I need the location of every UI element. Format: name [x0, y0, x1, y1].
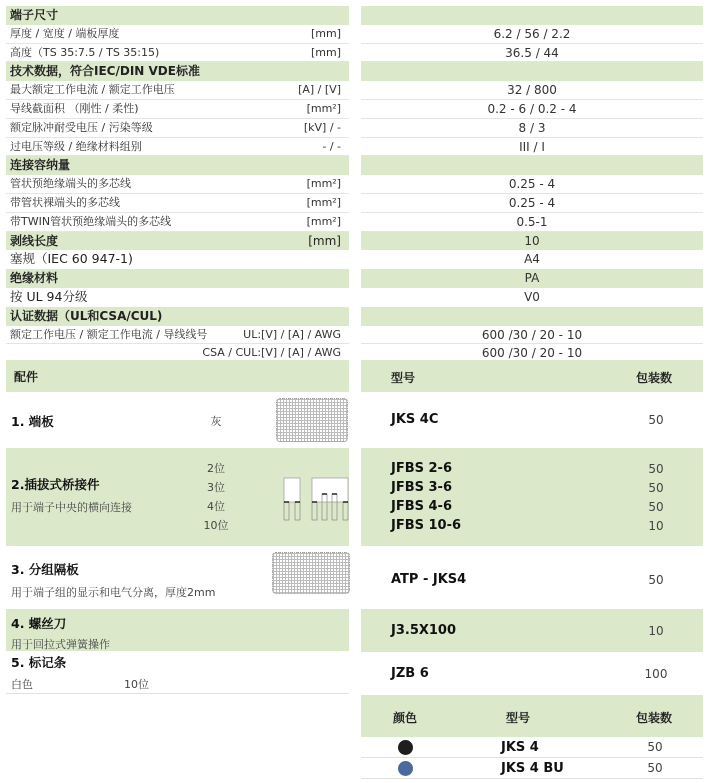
- spec-value-row: [361, 6, 703, 25]
- accessory-desc: 用于端子中央的横向连接: [11, 501, 132, 514]
- spec-label: 带TWIN管状预绝缘端头的多芯线: [10, 214, 172, 228]
- spec-value-row: [361, 213, 703, 232]
- spec-label-row: [6, 194, 349, 213]
- model-number: JFBS 4-6: [391, 499, 453, 514]
- spec-label-row: [6, 175, 349, 194]
- spec-section-header: [6, 232, 349, 251]
- spec-label-row: [6, 250, 349, 269]
- spec-unit: CSA / CUL:[V] / [A] / AWG: [202, 346, 341, 360]
- spec-label-row: [6, 288, 349, 307]
- color-row: [361, 737, 703, 758]
- spec-unit: UL:[V] / [A] / AWG: [243, 327, 341, 341]
- spec-value: 6.2 / 56 / 2.2: [493, 26, 571, 41]
- accessory-title: 4. 螺丝刀: [11, 616, 67, 631]
- model-number: JFBS 2-6: [391, 461, 453, 476]
- model-header-label: 型号: [391, 371, 416, 385]
- bridge-positions: 2位: [207, 462, 225, 475]
- spec-label: 端子尺寸: [10, 8, 59, 22]
- model-number: JFBS 10-6: [391, 518, 462, 533]
- pack-qty: 50: [647, 761, 663, 775]
- spec-label: 按 UL 94分级: [10, 288, 88, 304]
- spec-section-header: [6, 156, 349, 175]
- pack-qty: 10: [648, 519, 664, 533]
- spec-unit: [mm]: [310, 26, 341, 40]
- model-number: ATP - JKS4: [391, 572, 467, 587]
- spec-unit: [mm]: [308, 233, 341, 248]
- spec-value: 0.5-1: [516, 214, 548, 229]
- pack-qty: 50: [648, 413, 664, 427]
- spec-unit: [mm²]: [306, 101, 341, 115]
- spec-section-header: [6, 62, 349, 81]
- accessories-model-header: [361, 360, 703, 392]
- accessories-header: [6, 360, 349, 392]
- model-number: JKS 4C: [391, 412, 439, 427]
- accessory-color: 灰: [210, 415, 222, 428]
- accessory-end-plate: [6, 392, 349, 448]
- spec-value-row: [361, 62, 703, 81]
- color-row: [361, 758, 703, 779]
- spec-value-row: [361, 100, 703, 119]
- accessory-desc: 用于回拉式弹簧操作: [11, 638, 110, 651]
- spec-value-row: [361, 269, 703, 288]
- spec-label-row: [6, 213, 349, 232]
- pack-qty: 50: [648, 500, 664, 514]
- pack-qty: 10: [648, 624, 664, 638]
- accessory-title: 2.插拔式桥接件: [11, 477, 100, 492]
- pack-qty: 50: [648, 462, 664, 476]
- spec-value: 8 / 3: [518, 120, 546, 135]
- spec-value-row: [361, 232, 703, 251]
- pack-qty: 50: [648, 481, 664, 495]
- accessory-marker-strip: [6, 651, 349, 694]
- spec-label-row: [6, 100, 349, 119]
- spec-value-row: [361, 25, 703, 44]
- spec-label: 剥线长度: [10, 233, 59, 248]
- spec-unit: - / -: [322, 139, 341, 153]
- spec-section-header: [6, 6, 349, 25]
- spec-value-row: [361, 288, 703, 307]
- spec-value-row: [361, 326, 703, 345]
- spec-value: 36.5 / 44: [505, 45, 559, 60]
- bridge-positions: 10位: [203, 519, 229, 532]
- spec-value: 32 / 800: [507, 83, 557, 98]
- accessory-title: 1. 端板: [11, 414, 54, 429]
- spec-value-row: [361, 175, 703, 194]
- spec-label: 额定工作电压 / 额定工作电流 / 导线线号: [10, 327, 208, 341]
- spec-label-row: [6, 119, 349, 138]
- spec-label: 过电压等级 / 绝缘材料组别: [10, 139, 142, 153]
- model-number: JZB 6: [391, 666, 429, 681]
- model-header-label: 型号: [506, 711, 531, 725]
- end-plate-icon: [276, 398, 348, 442]
- spec-label: 厚度 / 宽度 / 端板厚度: [10, 26, 120, 40]
- qty-header-label: 包装数: [636, 711, 673, 725]
- spec-label: 额定脉冲耐受电压 / 污染等级: [10, 120, 153, 134]
- spec-unit: [A] / [V]: [298, 83, 341, 97]
- spec-value-row: [361, 194, 703, 213]
- spec-label: 连接容纳量: [10, 158, 71, 173]
- spec-value-row: [361, 81, 703, 100]
- bridge-positions: 3位: [207, 481, 225, 494]
- partition-plate-icon: [272, 552, 350, 594]
- model-row: [361, 546, 703, 609]
- marker-positions: 10位: [124, 678, 149, 691]
- spec-value-row: [361, 250, 703, 269]
- color-header-label: 颜色: [393, 711, 418, 725]
- spec-value: III / I: [519, 139, 545, 154]
- model-row: [361, 448, 703, 546]
- spec-value: 0.25 - 4: [508, 195, 556, 210]
- spec-value: 10: [524, 233, 540, 248]
- spec-label: 带管状裸端头的多芯线: [10, 195, 120, 209]
- spec-value: 600 /30 / 20 - 10: [481, 346, 583, 361]
- spec-unit: [mm²]: [306, 177, 341, 191]
- spec-value-row: [361, 156, 703, 175]
- spec-label-row: [6, 326, 349, 345]
- bridge-positions: 4位: [207, 500, 225, 513]
- spec-label: 高度（TS 35:7.5 / TS 35:15): [10, 45, 160, 59]
- spec-unit: [kV] / -: [303, 120, 341, 134]
- spec-value: PA: [524, 271, 540, 286]
- spec-label: 绝缘材料: [10, 271, 59, 286]
- spec-unit: [mm²]: [306, 195, 341, 209]
- spec-label-row: [6, 81, 349, 100]
- accessory-partition-plate: [6, 546, 349, 609]
- spec-value: 0.25 - 4: [508, 177, 556, 192]
- spec-label: 塞规（IEC 60 947-1): [10, 251, 133, 267]
- spec-label: 管状预绝缘端头的多芯线: [10, 177, 131, 191]
- spec-label-row: [6, 25, 349, 44]
- model-row: [361, 392, 703, 448]
- spec-label-row: [6, 44, 349, 63]
- spec-unit: [mm]: [310, 45, 341, 59]
- spec-value: 0.2 - 6 / 0.2 - 4: [487, 101, 577, 116]
- spec-value: 600 /30 / 20 - 10: [481, 327, 583, 342]
- qty-header-label: 包装数: [636, 371, 673, 385]
- model-number: JFBS 3-6: [391, 480, 453, 495]
- spec-value: A4: [524, 252, 540, 267]
- spec-label: 技术数据，符合IEC/DIN VDE标准: [10, 64, 200, 79]
- accessory-screwdriver: [6, 609, 349, 651]
- model-row: [361, 609, 703, 652]
- pack-qty: 50: [648, 573, 664, 587]
- spec-label: 最大额定工作电流 / 额定工作电压: [10, 83, 175, 97]
- accessories-header-label: 配件: [14, 370, 39, 384]
- spec-value-row: [361, 119, 703, 138]
- color-swatch-black: [398, 740, 413, 755]
- spec-section-header: [6, 269, 349, 288]
- spec-label-row: [6, 138, 349, 157]
- spec-value: V0: [524, 289, 540, 304]
- spec-label: 认证数据（UL和CSA/CUL): [10, 308, 163, 323]
- spec-labels-column: [6, 6, 349, 363]
- spec-label: 导线截面积 （刚性 / 柔性): [10, 101, 139, 115]
- color-swatch-blue: [398, 761, 413, 776]
- model-row: [361, 652, 703, 695]
- model-number: JKS 4: [501, 740, 539, 755]
- accessory-title: 3. 分组隔板: [11, 562, 79, 577]
- accessory-desc: 用于端子组的显示和电气分离，厚度2mm: [11, 586, 216, 599]
- plug-in-bridge-icon: [282, 476, 352, 524]
- pack-qty: 50: [647, 740, 663, 754]
- spec-unit: [mm²]: [306, 214, 341, 228]
- color-table-header: [361, 695, 703, 737]
- spec-value-row: [361, 307, 703, 326]
- accessory-plug-in-bridge: [6, 448, 349, 546]
- model-number: J3.5X100: [391, 623, 457, 638]
- spec-values-column: [361, 6, 703, 363]
- model-number: JKS 4 BU: [501, 761, 564, 776]
- spec-value-row: [361, 138, 703, 157]
- accessory-title: 5. 标记条: [11, 655, 67, 670]
- spec-section-header: [6, 307, 349, 326]
- pack-qty: 100: [644, 667, 668, 681]
- accessory-desc: 白色: [11, 678, 33, 691]
- spec-value-row: [361, 44, 703, 63]
